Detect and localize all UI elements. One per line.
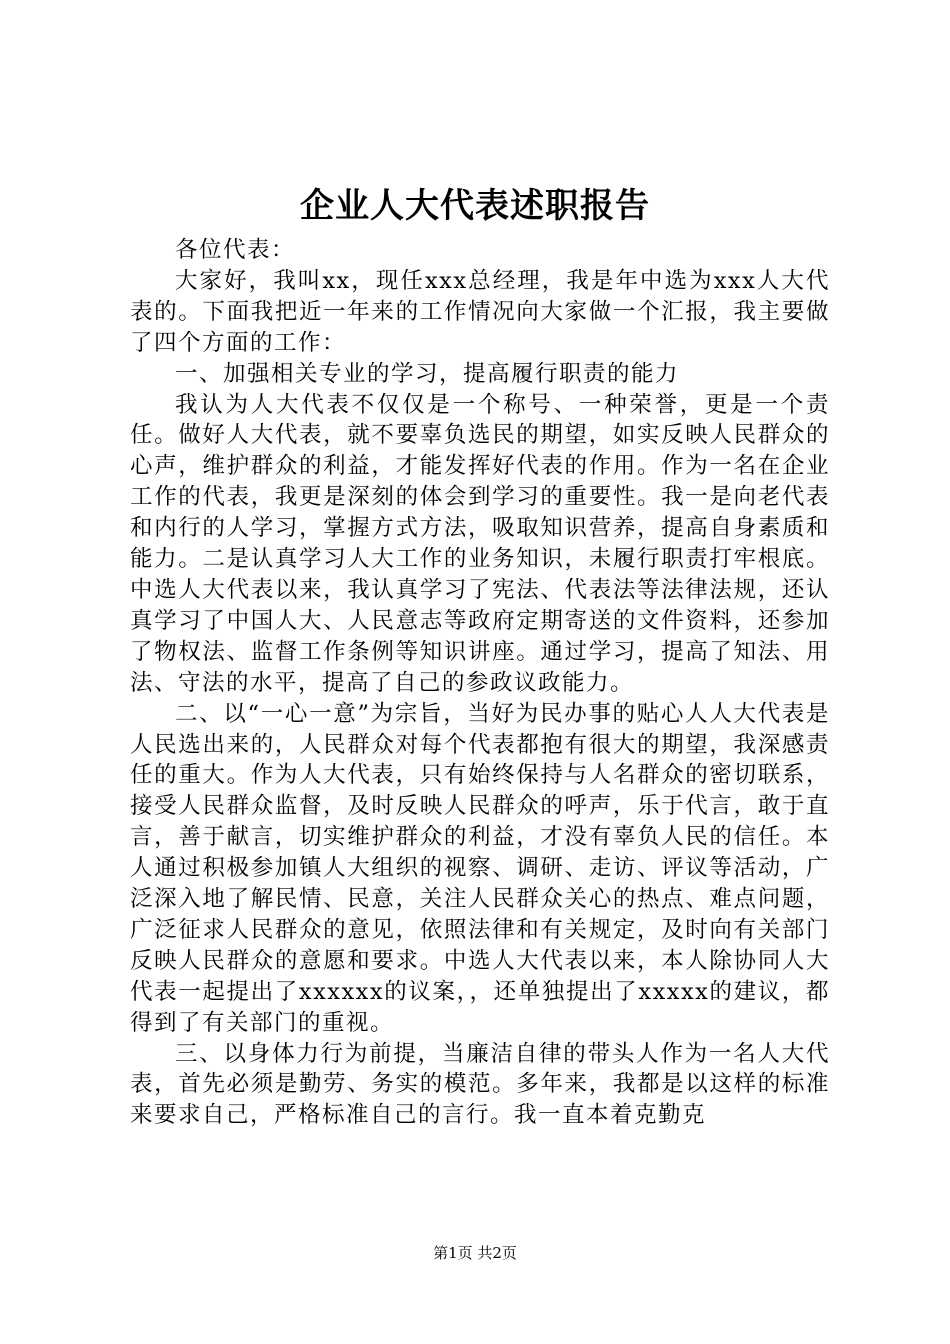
intro-paragraph: 大家好，我叫xx，现任xxx总经理，我是年中选为xxx人大代表的。下面我把近一年来的工作情况向大家做一个汇报，我主要做了四个方面的工作： [130, 267, 830, 356]
document-title: 企业人大代表述职报告 [300, 186, 650, 226]
section-3-paragraph: 三、以身体力行为前提，当廉洁自律的带头人作为一名人大代表，首先必须是勤劳、务实的模范。多年来，我都是以这样的标准来要求自己，严格标准自己的言行。我一直本着克勤克 [130, 1040, 830, 1129]
section-heading-1: 一、加强相关专业的学习，提高履行职责的能力 [175, 360, 680, 387]
page-footer: 第1页 共2页 [433, 1244, 517, 1262]
section-1-paragraph: 我认为人大代表不仅仅是一个称号、一种荣誉，更是一个责任。做好人大代表，就不要辜负选民的期望，如实反映人民群众的心声，维护群众的利益，才能发挥好代表的作用。作为一名在企业工作的代表，我更是深刻的体会到学习的重要性。我一是向老代表和内行的人学习，掌握方式方法，吸取知识营养，提高自身素质和能力。二是认真学习人大工作的业务知识，未履行职责打牢根底。中选人大代表以来，我认真学习了宪法、代表法等法律法规，还认真学习了中国人大、人民意志等政府定期寄送的文件资料，还参加了物权法、监督工作条例等知识讲座。通过学习，提高了知法、用法、守法的水平，提高了自己的参政议政能力。 [130, 391, 830, 696]
section-2-paragraph: 二、以“一心一意”为宗旨，当好为民办事的贴心人人大代表是人民选出来的，人民群众对每个代表都抱有很大的期望，我深感责任的重大。作为人大代表，只有始终保持与人名群众的密切联系，接受人民群众监督，及时反映人民群众的呼声，乐于代言，敢于直言，善于献言，切实维护群众的利益，才没有辜负人民的信任。本人通过积极参加镇人大组织的视察、调研、走访、评议等活动，广泛深入地了解民情、民意，关注人民群众关心的热点、难点问题，广泛征求人民群众的意见，依照法律和有关规定，及时向有关部门反映人民群众的意愿和要求。中选人大代表以来，本人除协同人大代表一起提出了xxxxxx的议案，，还单独提出了xxxxx的建议，都得到了有关部门的重视。 [130, 700, 830, 1036]
document-body [130, 235, 830, 1131]
salutation-paragraph: 各位代表： [175, 237, 296, 263]
